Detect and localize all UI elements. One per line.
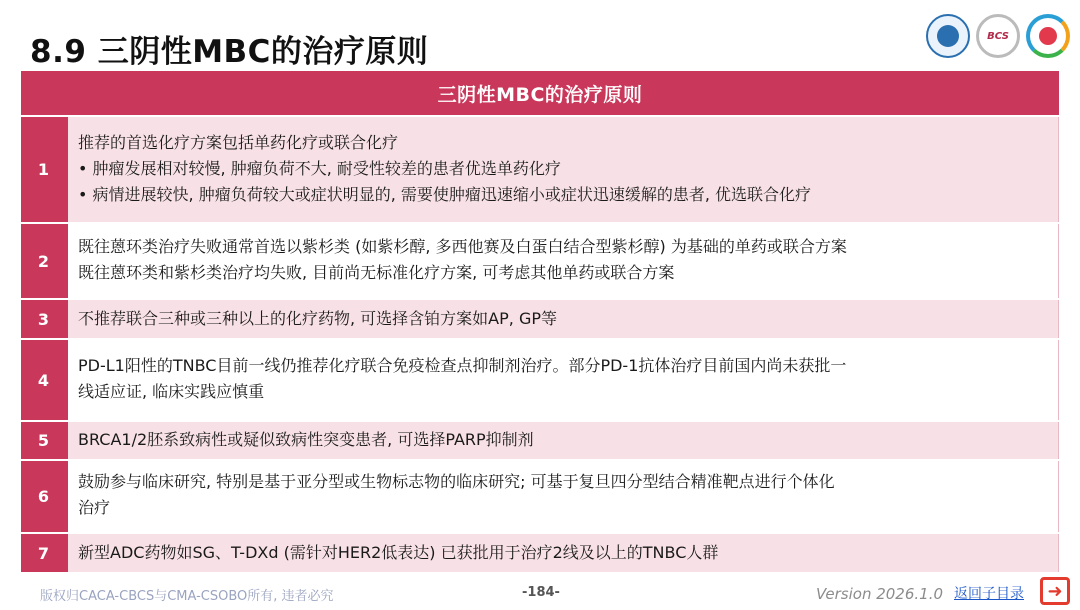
row-number: 4 (21, 340, 66, 420)
page-number: -184- (522, 585, 560, 600)
version-label: Version 2026.1.0 (816, 585, 944, 603)
row-line: 推荐的首选化疗方案包括单药化疗或联合化疗 (78, 133, 399, 152)
row-line: BRCA1/2胚系致病性或疑似致病性突变患者, 可选择PARP抑制剂 (78, 430, 534, 449)
table-row (21, 224, 1059, 300)
row-line: 治疗 (78, 498, 111, 517)
row-content (66, 340, 1059, 420)
row-number: 6 (21, 461, 66, 532)
page-title: 8.9 三阴性MBC的治疗原则 (30, 34, 429, 70)
row-content (66, 461, 1059, 532)
principles-table (21, 71, 1059, 574)
return-arrow-icon[interactable]: ➜ (1040, 577, 1070, 605)
row-line: 线适应证, 临床实践应慎重 (78, 382, 265, 401)
row-line: 既往蒽环类和紫杉类治疗均失败, 目前尚无标准化疗方案, 可考虑其他单药或联合方案 (78, 263, 675, 282)
table-row (21, 422, 1059, 461)
bcs-logo: BCS (976, 14, 1020, 58)
row-line: 新型ADC药物如SG、T-DXd (需针对HER2低表达) 已获批用于治疗2线及以上的TNBC人群 (78, 543, 719, 562)
row-number: 1 (21, 117, 66, 222)
row-line: 既往蒽环类治疗失败通常首选以紫杉类 (如紫杉醇, 多西他赛及白蛋白结合型紫杉醇) 为基础的单药或联合方案 (78, 237, 847, 256)
row-line: PD-L1阳性的TNBC目前一线仍推荐化疗联合免疫检查点抑制剂治疗。部分PD-1抗体治疗目前国内尚未获批一 (78, 356, 847, 375)
row-number: 5 (21, 422, 66, 459)
row-line: 鼓励参与临床研究, 特别是基于亚分型或生物标志物的临床研究; 可基于复旦四分型结合精准靶点进行个体化 (78, 472, 835, 491)
row-content (66, 117, 1059, 222)
row-line: 不推荐联合三种或三种以上的化疗药物, 可选择含铂方案如AP, GP等 (78, 309, 557, 328)
table-header: 三阴性MBC的治疗原则 (21, 71, 1059, 117)
logo-group (926, 14, 1070, 58)
table-row (21, 461, 1059, 534)
row-number: 2 (21, 224, 66, 298)
caca-logo (926, 14, 970, 58)
table-row (21, 534, 1059, 574)
row-content (66, 534, 1059, 572)
row-number: 3 (21, 300, 66, 338)
table-row (21, 340, 1059, 422)
table-row (21, 300, 1059, 340)
csobo-logo (1026, 14, 1070, 58)
table-row (21, 117, 1059, 224)
back-to-subdirectory-link[interactable]: 返回子目录 (954, 586, 1024, 602)
copyright-notice: 版权归CACA-CBCS与CMA-CSOBO所有, 违者必究 (40, 589, 334, 604)
row-bullet: • 肿瘤发展相对较慢, 肿瘤负荷不大, 耐受性较差的患者优选单药化疗 (78, 159, 561, 178)
row-number: 7 (21, 534, 66, 572)
row-bullet: • 病情进展较快, 肿瘤负荷较大或症状明显的, 需要使肿瘤迅速缩小或症状迅速缓解的患者, 优选联合化疗 (78, 185, 812, 204)
row-content (66, 300, 1059, 338)
row-content (66, 422, 1059, 459)
row-content (66, 224, 1059, 298)
